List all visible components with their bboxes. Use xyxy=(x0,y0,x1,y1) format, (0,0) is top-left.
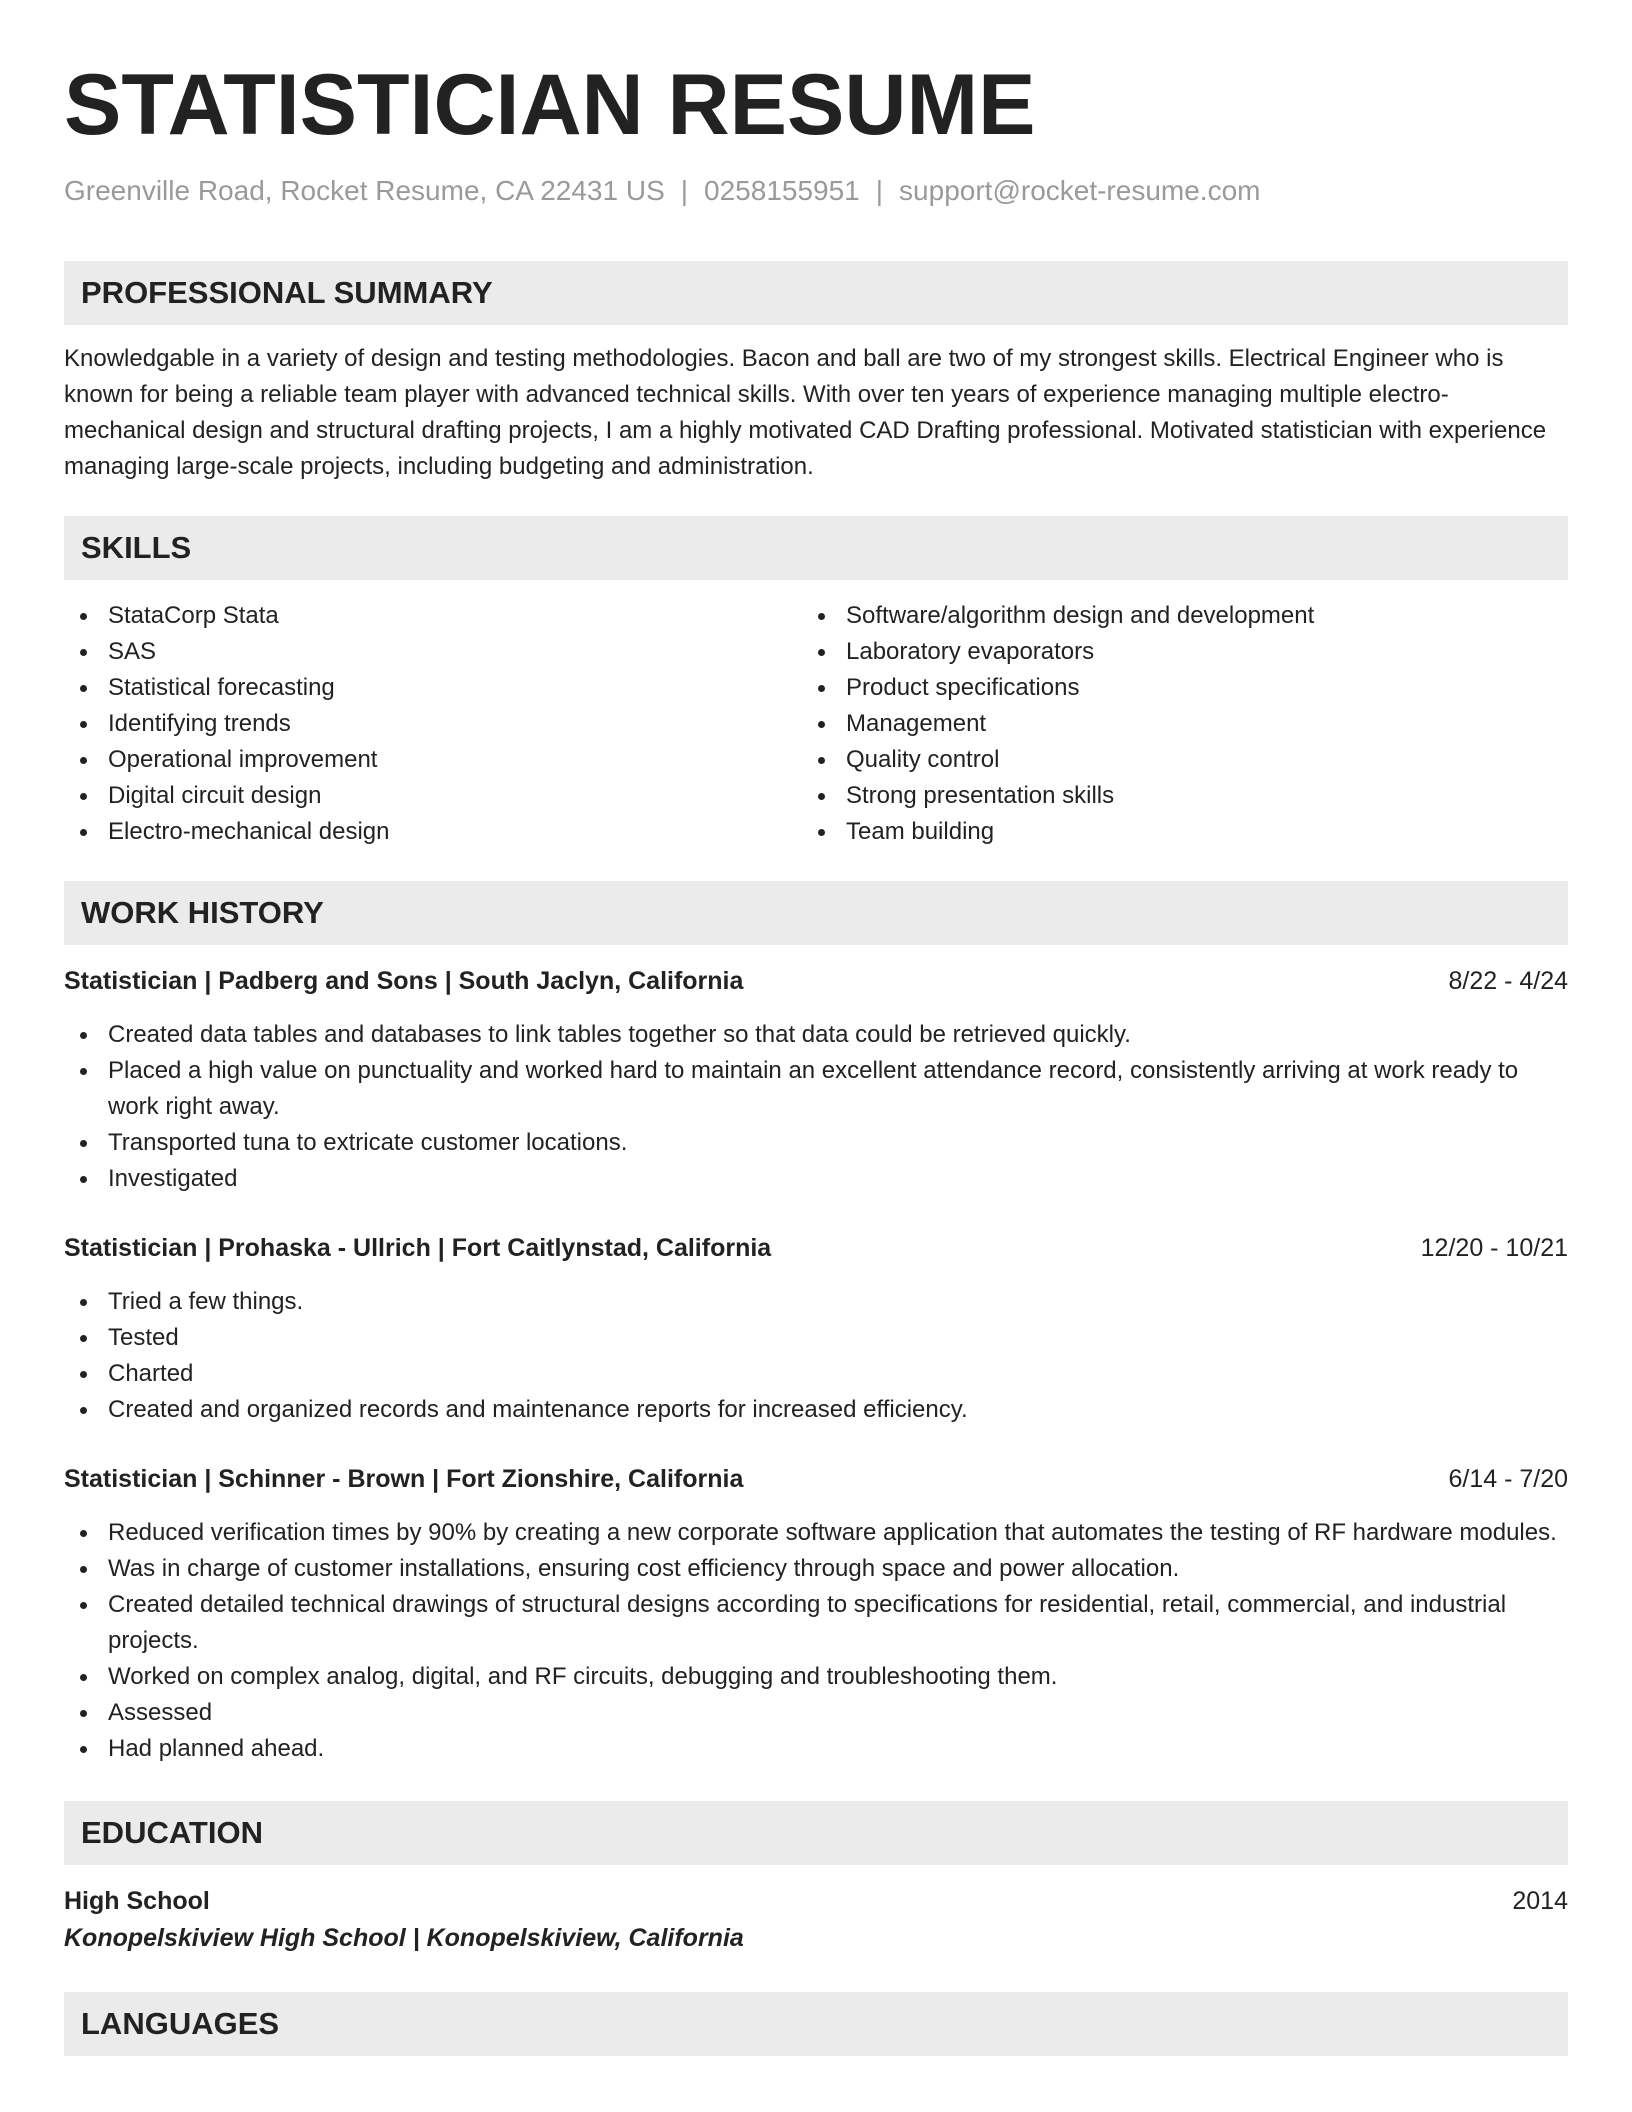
job-bullet: Transported tuna to extricate customer locations. xyxy=(64,1125,1568,1161)
skill-item: Quality control xyxy=(802,742,1540,778)
section-heading-work-history: WORK HISTORY xyxy=(64,881,1568,945)
skill-item: Product specifications xyxy=(802,670,1540,706)
job-header xyxy=(64,1230,1568,1266)
contact-address: Greenville Road, Rocket Resume, CA 22431 US xyxy=(64,175,665,206)
job-bullets xyxy=(64,1284,1568,1428)
job-bullet: Created and organized records and maintenance reports for increased efficiency. xyxy=(64,1392,1568,1428)
skills-column-left xyxy=(64,598,802,850)
job-header xyxy=(64,1461,1568,1497)
skill-item: Digital circuit design xyxy=(64,778,802,814)
skills-list xyxy=(64,598,1568,850)
job-dates: 6/14 - 7/20 xyxy=(1448,1464,1568,1493)
job-bullet: Investigated xyxy=(64,1161,1568,1197)
education-degree: High School xyxy=(64,1886,210,1915)
section-heading-skills: SKILLS xyxy=(64,516,1568,580)
job-entry xyxy=(64,1230,1568,1428)
skill-item: Management xyxy=(802,706,1540,742)
education-header xyxy=(64,1883,1568,1919)
section-heading-summary: PROFESSIONAL SUMMARY xyxy=(64,261,1568,325)
job-bullet: Reduced verification times by 90% by creating a new corporate software application that automates the testing of RF hardware modules. xyxy=(64,1515,1568,1551)
job-bullet: Assessed xyxy=(64,1695,1568,1731)
skill-item: Identifying trends xyxy=(64,706,802,742)
contact-line xyxy=(64,174,1568,208)
skill-item: Team building xyxy=(802,814,1540,850)
job-bullet: Had planned ahead. xyxy=(64,1731,1568,1767)
job-bullet: Worked on complex analog, digital, and RF circuits, debugging and troubleshooting them. xyxy=(64,1659,1568,1695)
education-entry xyxy=(64,1883,1568,1957)
job-dates: 12/20 - 10/21 xyxy=(1420,1233,1568,1262)
skill-item: StataCorp Stata xyxy=(64,598,802,634)
job-dates: 8/22 - 4/24 xyxy=(1448,966,1568,995)
job-bullet: Tested xyxy=(64,1320,1568,1356)
skill-item: Operational improvement xyxy=(64,742,802,778)
job-bullet: Created detailed technical drawings of structural designs according to specifications for residential, retail, commercial, and industrial projects. xyxy=(64,1587,1568,1659)
skill-item: Statistical forecasting xyxy=(64,670,802,706)
job-entry xyxy=(64,1461,1568,1767)
job-bullets xyxy=(64,1515,1568,1767)
job-title: Statistician | Schinner - Brown | Fort Zionshire, California xyxy=(64,1464,744,1493)
job-bullet: Charted xyxy=(64,1356,1568,1392)
summary-text: Knowledgable in a variety of design and testing methodologies. Bacon and ball are two of my strongest skills. Electrical Engineer who is known for being a reliable team player with advanced technical skills. With over ten years of experience managing multiple electro-mechanical design and structural drafting projects, I am a highly motivated CAD Drafting professional. Motivated statistician with experience managing large-scale projects, including budgeting and administration. xyxy=(64,344,1547,480)
job-bullet: Was in charge of customer installations, ensuring cost efficiency through space and power allocation. xyxy=(64,1551,1568,1587)
job-header xyxy=(64,963,1568,999)
contact-phone: 0258155951 xyxy=(704,175,860,206)
education-school: Konopelskiview High School | Konopelskiview, California xyxy=(64,1923,744,1952)
contact-separator: | xyxy=(875,175,884,206)
job-title: Statistician | Padberg and Sons | South Jaclyn, California xyxy=(64,966,744,995)
skills-column-right xyxy=(802,598,1540,850)
job-bullet: Placed a high value on punctuality and worked hard to maintain an excellent attendance record, consistently arriving at work ready to work right away. xyxy=(64,1053,1568,1125)
resume-title: STATISTICIAN RESUME xyxy=(64,57,1036,153)
skill-item: SAS xyxy=(64,634,802,670)
contact-email: support@rocket-resume.com xyxy=(899,175,1261,206)
education-year: 2014 xyxy=(1512,1886,1568,1915)
job-entry xyxy=(64,963,1568,1197)
job-bullets xyxy=(64,1017,1568,1197)
skill-item: Laboratory evaporators xyxy=(802,634,1540,670)
skill-item: Electro-mechanical design xyxy=(64,814,802,850)
skill-item: Strong presentation skills xyxy=(802,778,1540,814)
skill-item: Software/algorithm design and development xyxy=(802,598,1540,634)
contact-separator: | xyxy=(680,175,689,206)
job-title: Statistician | Prohaska - Ullrich | Fort Caitlynstad, California xyxy=(64,1233,772,1262)
section-heading-education: EDUCATION xyxy=(64,1801,1568,1865)
section-heading-languages: LANGUAGES xyxy=(64,1992,1568,2056)
job-bullet: Created data tables and databases to link tables together so that data could be retrieved quickly. xyxy=(64,1017,1568,1053)
job-bullet: Tried a few things. xyxy=(64,1284,1568,1320)
